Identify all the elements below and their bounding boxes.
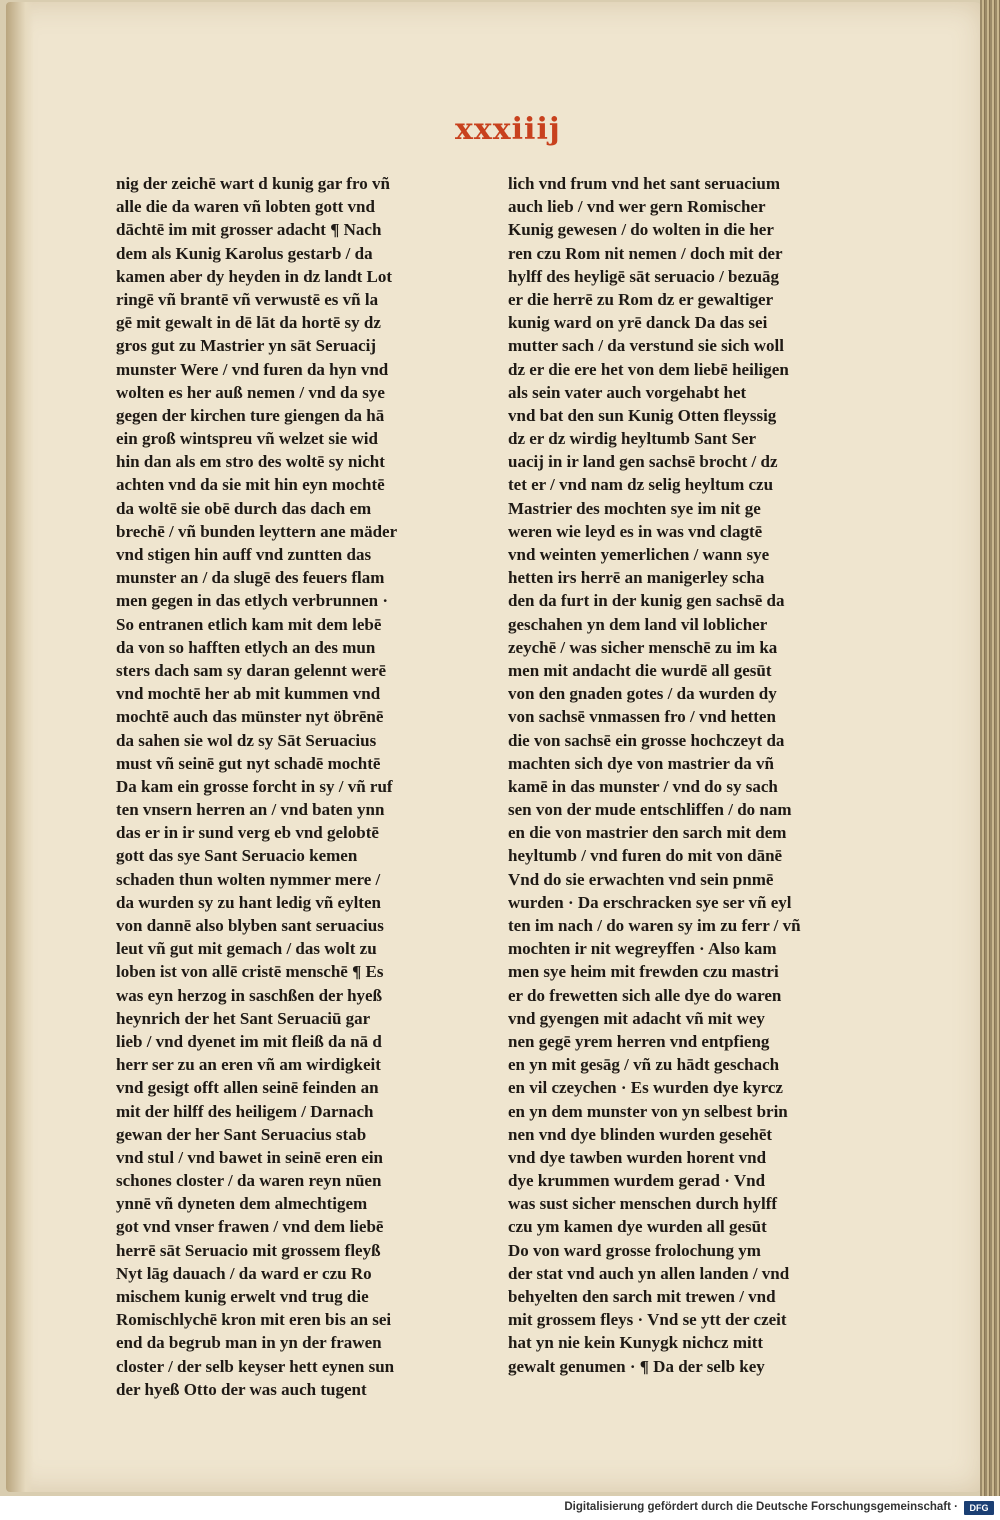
text-line: Nyt lāg dauach / da ward er czu Ro bbox=[116, 1263, 372, 1283]
text-line: sters dach sam sy daran gelennt werē bbox=[116, 660, 387, 680]
funding-credit: Digitalisierung gefördert durch die Deutsche Forschungsgemeinschaft · bbox=[564, 1501, 958, 1513]
page-edges bbox=[980, 0, 1000, 1496]
text-line: achten vnd da sie mit hin eyn mochtē bbox=[116, 475, 385, 495]
text-line: mischem kunig erwelt vnd trug die bbox=[116, 1287, 369, 1306]
text-line: Mastrier des mochten sye im nit ge bbox=[508, 498, 761, 518]
text-line: dz er die ere het von dem liebē heiligen bbox=[508, 359, 789, 379]
text-line: da woltē sie obē durch das dach em bbox=[116, 498, 372, 518]
text-line: mochtē auch das münster nyt öbrēnē bbox=[116, 707, 384, 727]
text-line: machten sich dye von mastrier da vñ bbox=[508, 753, 775, 773]
text-line: weren wie leyd es in was vnd clagtē bbox=[508, 521, 763, 541]
text-line: da wurden sy zu hant ledig vñ eylten bbox=[116, 892, 381, 912]
text-line: ein groß wintspreu vñ welzet sie wid bbox=[116, 429, 378, 449]
text-line: schaden thun wolten nymmer mere / bbox=[116, 869, 381, 889]
text-line: Do von ward grosse frolochung ym bbox=[508, 1240, 761, 1260]
text-line: zeychē / was sicher menschē zu im ka bbox=[508, 637, 778, 657]
text-line: vnd dye tawben wurden horent vnd bbox=[508, 1147, 767, 1167]
text-line: mit grossem fleys · Vnd se ytt der czeit bbox=[508, 1310, 787, 1330]
text-line: brechē / vñ bunden leyttern ane mäder bbox=[116, 521, 398, 541]
text-line: gewan der her Sant Seruacius stab bbox=[116, 1124, 367, 1144]
text-line: das er in ir sund verg eb vnd gelobtē bbox=[116, 823, 379, 843]
text-line: geschahen yn dem land vil loblicher bbox=[508, 614, 768, 634]
text-line: men sye heim mit frewden czu mastri bbox=[508, 962, 779, 982]
text-line: nen vnd dye blinden wurden gesehēt bbox=[508, 1124, 773, 1144]
text-line: nen gegē yrem herren vnd entpfieng bbox=[508, 1031, 770, 1051]
text-line: mochten ir nit wegreyffen · Also kam bbox=[508, 939, 777, 959]
text-line: en yn mit gesāg / vñ zu hādt geschach bbox=[508, 1055, 780, 1075]
text-column-right bbox=[508, 172, 838, 1378]
text-line: Romischlychē kron mit eren bis an sei bbox=[116, 1310, 392, 1330]
text-line: Kunig gewesen / do wolten in die her bbox=[508, 220, 774, 240]
text-line: vnd stul / vnd bawet in seinē eren ein bbox=[116, 1147, 384, 1167]
text-line: von den gnaden gotes / da wurden dy bbox=[508, 684, 777, 704]
text-line: dye krummen wurdem gerad · Vnd bbox=[508, 1171, 766, 1191]
text-line: die von sachsē ein grosse hochczeyt da bbox=[508, 730, 785, 750]
text-line: men gegen in das etlych verbrunnen · bbox=[116, 591, 389, 611]
text-line: er do frewetten sich alle dye do waren bbox=[508, 985, 782, 1005]
text-line: en vil czeychen · Es wurden dye kyrcz bbox=[508, 1078, 783, 1098]
text-line: den da furt in der kunig gen sachsē da bbox=[508, 591, 785, 611]
text-line: dāchtē im mit grosser adacht ¶ Nach bbox=[116, 220, 382, 240]
text-line: alle die da waren vñ lobten gott vnd bbox=[116, 197, 375, 217]
text-line: end da begrub man in yn der frawen bbox=[116, 1333, 382, 1353]
text-line: sen von der mude entschliffen / do nam bbox=[508, 800, 792, 820]
text-line: en die von mastrier den sarch mit dem bbox=[508, 823, 787, 843]
text-line: der hyeß Otto der was auch tugent bbox=[116, 1379, 367, 1399]
text-line: mit der hilff des heiligem / Darnach bbox=[116, 1101, 374, 1121]
text-line: closter / der selb keyser hett eynen sun bbox=[116, 1356, 395, 1376]
binding-gutter bbox=[6, 2, 34, 1492]
text-line: auch lieb / vnd wer gern Romischer bbox=[508, 197, 766, 217]
text-line: men mit andacht die wurdē all gesūt bbox=[508, 660, 772, 680]
text-line: gros gut zu Mastrier yn sāt Seruacij bbox=[116, 336, 377, 356]
text-line: von sachsē vnmassen fro / vnd hetten bbox=[508, 707, 776, 727]
text-line: ren czu Rom nit nemen / doch mit der bbox=[508, 243, 783, 263]
text-line: must vñ seinē gut nyt schadē mochtē bbox=[116, 753, 381, 773]
text-line: en yn dem munster von yn selbest brin bbox=[508, 1101, 788, 1121]
text-line: was eyn herzog in saschßen der hyeß bbox=[116, 985, 383, 1005]
text-line: loben ist von allē cristē menschē ¶ Es bbox=[116, 962, 384, 982]
text-line: hylff des heyligē sāt seruacio / bezuāg bbox=[508, 266, 780, 286]
text-line: herr ser zu an eren vñ am wirdigkeit bbox=[116, 1055, 381, 1075]
footer-bar bbox=[0, 1498, 1000, 1520]
text-line: heynrich der het Sant Seruaciū gar bbox=[116, 1008, 371, 1028]
text-line: uacij in ir land gen sachsē brocht / dz bbox=[508, 452, 778, 472]
text-line: kamē in das munster / vnd do sy sach bbox=[508, 776, 778, 796]
text-line: dem als Kunig Karolus gestarb / da bbox=[116, 243, 373, 263]
text-line: vnd bat den sun Kunig Otten fleyssig bbox=[508, 405, 777, 425]
text-column-left bbox=[116, 172, 446, 1401]
text-line: er die herrē zu Rom dz er gewaltiger bbox=[508, 289, 774, 309]
text-line: was sust sicher menschen durch hylff bbox=[508, 1194, 778, 1214]
text-line: vnd weinten yemerlichen / wann sye bbox=[508, 545, 770, 564]
text-line: So entranen etlich kam mit dem lebē bbox=[116, 614, 382, 634]
text-line: ringē vñ brantē vñ verwustē es vñ la bbox=[116, 289, 379, 309]
text-line: von dannē also blyben sant seruacius bbox=[116, 916, 384, 935]
text-line: dz er dz wirdig heyltumb Sant Ser bbox=[508, 429, 757, 449]
text-line: lich vnd frum vnd het sant seruacium bbox=[508, 174, 781, 193]
text-line: vnd stigen hin auff vnd zuntten das bbox=[116, 545, 372, 564]
text-line: gē mit gewalt in dē lāt da hortē sy dz bbox=[116, 313, 381, 333]
text-line: vnd mochtē her ab mit kummen vnd bbox=[116, 684, 381, 704]
text-line: ten im nach / do waren sy im zu ferr / vñ bbox=[508, 916, 801, 935]
folio-number: xxxiiij bbox=[455, 112, 561, 147]
text-line: lieb / vnd dyenet im mit fleiß da nā d bbox=[116, 1031, 382, 1051]
text-line: gewalt genumen · ¶ Da der selb key bbox=[508, 1356, 765, 1376]
text-line: got vnd vnser frawen / vnd dem liebē bbox=[116, 1217, 384, 1237]
text-line: mutter sach / da verstund sie sich woll bbox=[508, 336, 784, 356]
text-line: wurden · Da erschracken sye ser vñ eyl bbox=[508, 892, 792, 912]
text-line: kunig ward on yrē danck Da das sei bbox=[508, 313, 768, 333]
text-line: da sahen sie wol dz sy Sāt Seruacius bbox=[116, 730, 377, 750]
text-line: munster Were / vnd furen da hyn vnd bbox=[116, 359, 389, 379]
text-line: herrē sāt Seruacio mit grossem fleyß bbox=[116, 1240, 381, 1260]
text-line: ynnē vñ dyneten dem almechtigem bbox=[116, 1194, 368, 1214]
text-line: leut vñ gut mit gemach / das wolt zu bbox=[116, 939, 377, 959]
text-line: hin dan als em stro des woltē sy nicht bbox=[116, 452, 385, 472]
text-line: munster an / da slugē des feuers flam bbox=[116, 568, 385, 588]
text-line: tet er / vnd nam dz selig heyltum czu bbox=[508, 475, 774, 495]
text-line: nig der zeichē wart d kunig gar fro vñ bbox=[116, 174, 390, 193]
text-line: hat yn nie kein Kunygk nichcz mitt bbox=[508, 1333, 764, 1353]
text-line: heyltumb / vnd furen do mit von dānē bbox=[508, 846, 783, 866]
text-line: schones closter / da waren reyn nūen bbox=[116, 1171, 382, 1191]
text-line: behyelten den sarch mit trewen / vnd bbox=[508, 1287, 776, 1306]
text-line: czu ym kamen dye wurden all gesūt bbox=[508, 1217, 767, 1237]
text-line: ten vnsern herren an / vnd baten ynn bbox=[116, 800, 385, 820]
text-line: Vnd do sie erwachten vnd sein pnmē bbox=[508, 869, 774, 889]
text-line: gott das sye Sant Seruacio kemen bbox=[116, 846, 358, 866]
text-line: vnd gesigt offt allen seinē feinden an bbox=[116, 1078, 379, 1098]
text-line: hetten irs herrē an manigerley scha bbox=[508, 568, 765, 588]
text-line: gegen der kirchen ture giengen da hā bbox=[116, 405, 385, 425]
text-line: kamen aber dy heyden in dz landt Lot bbox=[116, 266, 392, 286]
dfg-logo: DFG bbox=[964, 1501, 994, 1515]
text-line: als sein vater auch vorgehabt het bbox=[508, 382, 747, 402]
text-line: wolten es her auß nemen / vnd da sye bbox=[116, 382, 385, 402]
text-line: der stat vnd auch yn allen landen / vnd bbox=[508, 1263, 790, 1283]
text-line: vnd gyengen mit adacht vñ mit wey bbox=[508, 1008, 765, 1028]
text-line: da von so hafften etlych an des mun bbox=[116, 637, 376, 657]
text-line: Da kam ein grosse forcht in sy / vñ ruf bbox=[116, 776, 393, 796]
